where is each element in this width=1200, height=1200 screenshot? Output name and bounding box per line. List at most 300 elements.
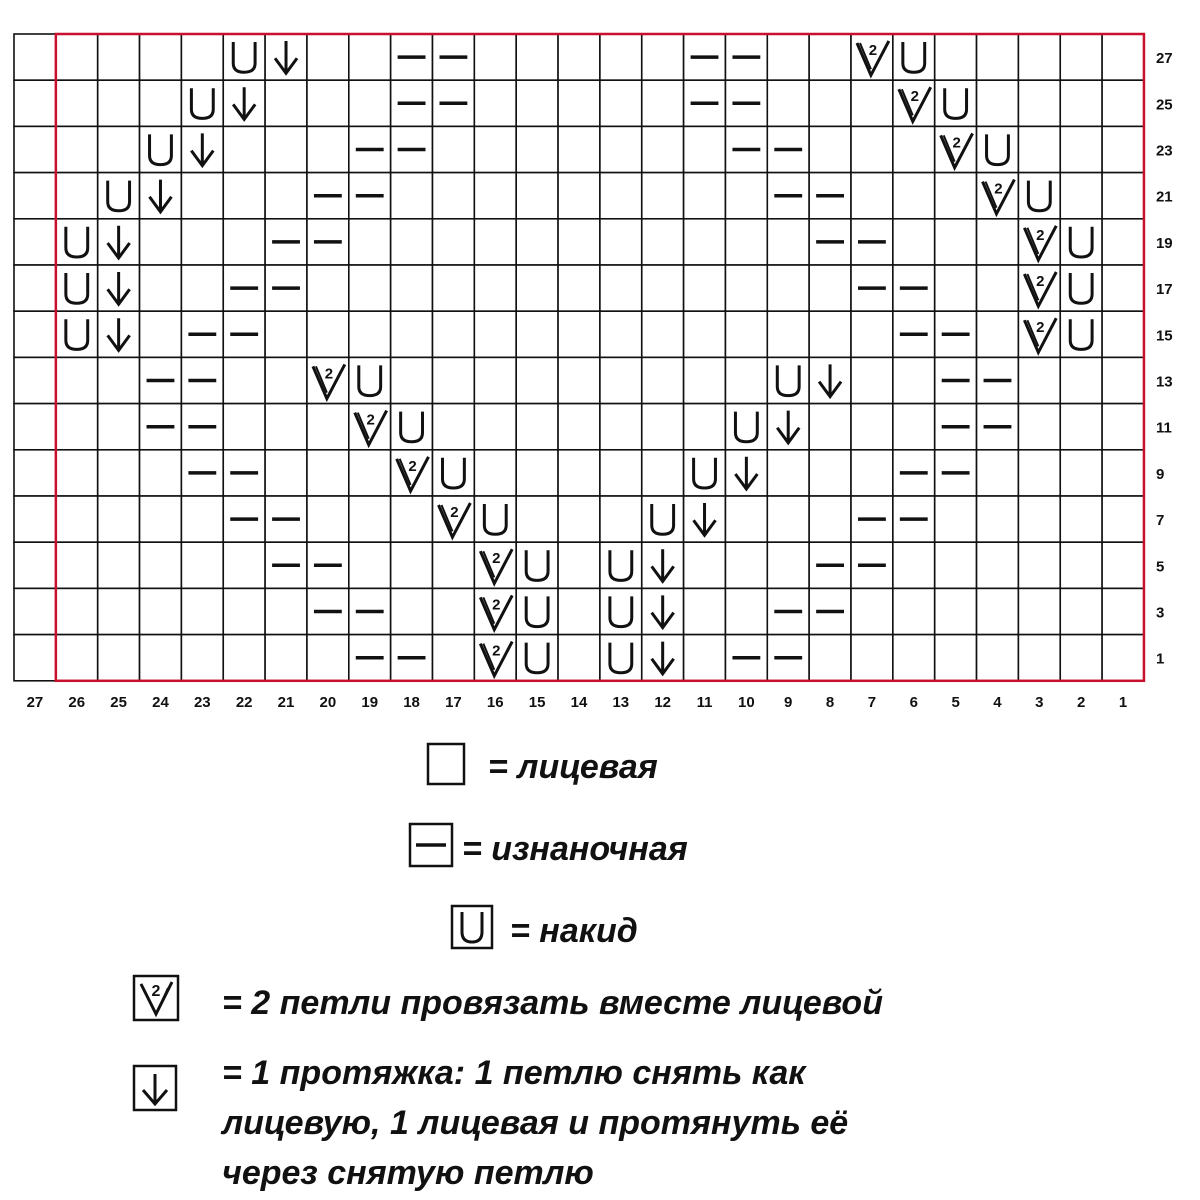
knit-cell	[140, 265, 182, 311]
knit-cell	[684, 357, 726, 403]
knit-cell	[516, 219, 558, 265]
row-label: 25	[1155, 96, 1173, 114]
legend-yarn-over-label: = накид	[510, 912, 638, 950]
row-label: 9	[1155, 465, 1165, 483]
knit-cell	[1018, 496, 1060, 542]
knit-cell	[223, 635, 265, 681]
knit-cell	[1060, 542, 1102, 588]
knit-cell	[767, 219, 809, 265]
column-label: 27	[26, 693, 44, 711]
knit-cell	[1102, 496, 1144, 542]
knit-cell	[893, 588, 935, 634]
knit-cell	[14, 404, 56, 450]
legend-k2tog-label: = 2 петли провязать вместе лицевой	[222, 984, 883, 1022]
knit-cell	[265, 80, 307, 126]
knit-cell	[14, 265, 56, 311]
knit-cell	[725, 588, 767, 634]
knit-cell	[391, 265, 433, 311]
knit-cell	[725, 311, 767, 357]
knit-cell	[600, 404, 642, 450]
knit-cell	[56, 496, 98, 542]
knit-cell	[809, 311, 851, 357]
knit-cell	[307, 635, 349, 681]
knit-cell	[391, 311, 433, 357]
knit-cell	[307, 34, 349, 80]
knit-cell	[684, 635, 726, 681]
knit-cell	[14, 219, 56, 265]
knit-cell	[223, 588, 265, 634]
column-label: 3	[1035, 693, 1044, 711]
k2tog-number: 2	[492, 596, 501, 614]
knit-cell	[893, 542, 935, 588]
row-label: 15	[1155, 327, 1173, 345]
knit-cell	[767, 34, 809, 80]
k2tog-number: 2	[450, 504, 459, 521]
knit-cell	[98, 542, 140, 588]
knit-cell	[1060, 357, 1102, 403]
knit-cell	[977, 450, 1019, 496]
knit-cell	[1060, 496, 1102, 542]
knit-cell	[600, 450, 642, 496]
knit-cell	[558, 173, 600, 219]
knit-cell	[558, 450, 600, 496]
knit-cell	[56, 588, 98, 634]
knit-cell	[809, 496, 851, 542]
knit-cell	[558, 635, 600, 681]
knit-cell	[56, 450, 98, 496]
knit-cell	[14, 357, 56, 403]
knit-cell	[1102, 173, 1144, 219]
knit-cell	[98, 34, 140, 80]
column-label: 7	[867, 693, 877, 711]
knit-cell	[642, 173, 684, 219]
knit-cell	[391, 542, 433, 588]
k2tog-number: 2	[1036, 319, 1045, 337]
column-label: 14	[570, 693, 588, 711]
knit-cell	[140, 635, 182, 681]
knit-cell	[684, 265, 726, 311]
column-label: 15	[528, 693, 546, 711]
knit-cell	[14, 635, 56, 681]
knit-cell	[809, 80, 851, 126]
knit-cell	[767, 542, 809, 588]
column-label: 23	[193, 693, 211, 711]
k2tog-number: 2	[492, 550, 501, 568]
knit-cell	[474, 80, 516, 126]
knit-cell	[1102, 357, 1144, 403]
knit-cell	[14, 542, 56, 588]
knit-cell	[1060, 80, 1102, 126]
knit-cell	[181, 496, 223, 542]
knit-cell	[474, 173, 516, 219]
knit-cell	[935, 173, 977, 219]
knit-cell	[600, 173, 642, 219]
k2tog-number: 2	[324, 365, 334, 383]
knit-cell	[600, 311, 642, 357]
knit-cell	[474, 126, 516, 172]
knit-cell	[349, 219, 391, 265]
knit-cell	[14, 450, 56, 496]
knit-cell	[98, 126, 140, 172]
column-label: 12	[654, 693, 672, 711]
column-label: 18	[403, 693, 420, 711]
knit-cell	[725, 357, 767, 403]
k2tog-number: 2	[1036, 226, 1045, 244]
knit-cell	[349, 542, 391, 588]
knit-cell	[474, 311, 516, 357]
knit-cell	[809, 34, 851, 80]
row-label: 11	[1155, 419, 1172, 437]
knit-cell	[684, 404, 726, 450]
knit-cell	[1060, 404, 1102, 450]
knit-cell	[558, 34, 600, 80]
k2tog-number: 2	[868, 42, 878, 59]
legend-item-yarn-over	[452, 906, 638, 950]
knit-cell	[1060, 450, 1102, 496]
legend-item-k2tog	[134, 976, 883, 1022]
knit-cell	[223, 404, 265, 450]
knit-cell	[433, 542, 475, 588]
knit-cell	[265, 357, 307, 403]
knit-cell	[14, 80, 56, 126]
knit-cell	[684, 588, 726, 634]
knit-cell	[265, 126, 307, 172]
knit-symbol-swatch	[428, 744, 464, 784]
knit-cell	[1102, 219, 1144, 265]
column-label: 4	[993, 693, 1002, 711]
knit-cell	[265, 311, 307, 357]
knit-cell	[642, 450, 684, 496]
knit-cell	[140, 450, 182, 496]
knit-cell	[767, 80, 809, 126]
column-label: 26	[68, 693, 86, 711]
knit-cell	[977, 588, 1019, 634]
knit-cell	[1102, 450, 1144, 496]
knit-cell	[56, 126, 98, 172]
knit-cell	[140, 311, 182, 357]
knit-cell	[851, 635, 893, 681]
knit-cell	[642, 80, 684, 126]
knit-cell	[140, 542, 182, 588]
knit-cell	[307, 80, 349, 126]
knit-cell	[307, 126, 349, 172]
knit-cell	[1018, 404, 1060, 450]
knit-cell	[935, 588, 977, 634]
knit-cell	[977, 635, 1019, 681]
knit-cell	[642, 311, 684, 357]
knit-cell	[433, 173, 475, 219]
knit-cell	[433, 126, 475, 172]
knit-cell	[391, 219, 433, 265]
knit-cell	[14, 173, 56, 219]
column-label: 17	[445, 693, 462, 711]
row-label: 3	[1155, 604, 1165, 622]
knit-cell	[809, 635, 851, 681]
knit-cell	[767, 311, 809, 357]
column-label: 24	[152, 693, 169, 711]
knit-cell	[725, 265, 767, 311]
knit-cell	[642, 265, 684, 311]
knit-cell	[600, 496, 642, 542]
knit-cell	[1018, 450, 1060, 496]
knit-cell	[391, 496, 433, 542]
knit-cell	[935, 265, 977, 311]
legend-purl-label: = изнаночная	[462, 830, 688, 868]
knit-cell	[809, 404, 851, 450]
column-label: 13	[612, 693, 630, 711]
row-label: 1	[1155, 650, 1165, 668]
knit-cell	[1018, 635, 1060, 681]
knit-cell	[181, 542, 223, 588]
knit-cell	[181, 588, 223, 634]
knit-cell	[391, 173, 433, 219]
knit-cell	[307, 311, 349, 357]
knit-cell	[98, 635, 140, 681]
knit-cell	[516, 404, 558, 450]
knit-cell	[98, 357, 140, 403]
k2tog-icon-number: 2	[151, 983, 161, 1000]
knit-cell	[684, 173, 726, 219]
legend	[0, 720, 1200, 1200]
knit-cell	[14, 311, 56, 357]
knit-cell	[56, 542, 98, 588]
knit-cell	[851, 357, 893, 403]
k2tog-number: 2	[492, 642, 501, 660]
knit-cell	[642, 357, 684, 403]
knit-cell	[684, 542, 726, 588]
legend-item-decrease	[134, 1054, 848, 1192]
row-labels	[1156, 50, 1173, 668]
knit-cell	[474, 450, 516, 496]
row-label: 23	[1155, 142, 1173, 160]
knit-cell	[181, 635, 223, 681]
knit-cell	[977, 311, 1019, 357]
k2tog-number: 2	[952, 134, 961, 152]
knit-cell	[1018, 588, 1060, 634]
knit-cell	[474, 357, 516, 403]
knit-cell	[893, 173, 935, 219]
knit-cell	[265, 173, 307, 219]
knit-cell	[349, 265, 391, 311]
knit-cell	[851, 450, 893, 496]
knit-cell	[977, 496, 1019, 542]
knit-cell	[349, 80, 391, 126]
legend-item-purl	[410, 824, 688, 868]
knit-cell	[265, 404, 307, 450]
row-label: 17	[1155, 281, 1173, 299]
knit-cell	[1102, 265, 1144, 311]
row-label: 7	[1155, 512, 1165, 530]
row-label: 27	[1155, 50, 1173, 68]
knit-cell	[223, 219, 265, 265]
knit-cell	[642, 219, 684, 265]
knit-cell	[809, 450, 851, 496]
knit-cell	[684, 311, 726, 357]
knit-cell	[935, 496, 977, 542]
legend-knit-label: = лицевая	[488, 748, 658, 786]
knit-cell	[977, 80, 1019, 126]
knit-cell	[516, 450, 558, 496]
knit-cell	[851, 173, 893, 219]
knit-cell	[725, 219, 767, 265]
knit-cell	[56, 173, 98, 219]
knit-cell	[140, 34, 182, 80]
knit-cell	[977, 34, 1019, 80]
knit-cell	[98, 496, 140, 542]
knit-cell	[725, 542, 767, 588]
knit-cell	[600, 80, 642, 126]
knit-cell	[600, 34, 642, 80]
knit-cell	[1018, 80, 1060, 126]
knit-cell	[56, 635, 98, 681]
knit-cell	[558, 357, 600, 403]
knit-cell	[1102, 542, 1144, 588]
knit-cell	[265, 635, 307, 681]
knit-cell	[181, 173, 223, 219]
knit-cell	[140, 588, 182, 634]
knit-cell	[935, 34, 977, 80]
knit-cell	[307, 450, 349, 496]
knit-cell	[1102, 126, 1144, 172]
knit-cell	[642, 126, 684, 172]
column-label: 1	[1118, 693, 1128, 711]
knit-cell	[223, 357, 265, 403]
knit-cell	[1018, 34, 1060, 80]
knit-cell	[140, 80, 182, 126]
knit-cell	[767, 450, 809, 496]
legend-decrease-line-3: через снятую петлю	[222, 1154, 594, 1192]
knit-cell	[474, 34, 516, 80]
knit-cell	[851, 588, 893, 634]
knit-cell	[349, 450, 391, 496]
k2tog-number: 2	[408, 457, 417, 475]
row-label: 5	[1155, 558, 1165, 576]
knit-cell	[809, 265, 851, 311]
knit-cell	[474, 219, 516, 265]
column-label: 25	[110, 693, 127, 711]
knit-cell	[851, 126, 893, 172]
knit-cell	[558, 265, 600, 311]
knit-cell	[725, 496, 767, 542]
knit-cell	[14, 126, 56, 172]
knit-cell	[56, 404, 98, 450]
knit-cell	[516, 126, 558, 172]
knit-cell	[14, 496, 56, 542]
knit-cell	[516, 173, 558, 219]
knit-cell	[56, 357, 98, 403]
knit-cell	[1102, 80, 1144, 126]
knit-cell	[223, 126, 265, 172]
knit-cell	[558, 126, 600, 172]
knit-cell	[809, 126, 851, 172]
knit-cell	[433, 311, 475, 357]
knit-cell	[558, 496, 600, 542]
row-label: 21	[1155, 188, 1173, 206]
knit-cell	[98, 80, 140, 126]
legend-decrease-line-1: = 1 протяжка: 1 петлю снять как	[222, 1054, 806, 1092]
knit-cell	[265, 588, 307, 634]
knit-cell	[767, 265, 809, 311]
knit-cell	[265, 450, 307, 496]
row-label: 13	[1155, 373, 1173, 391]
knit-cell	[56, 80, 98, 126]
knit-cell	[98, 588, 140, 634]
knit-cell	[600, 219, 642, 265]
knit-cell	[181, 219, 223, 265]
k2tog-number: 2	[366, 411, 375, 429]
knit-cell	[558, 311, 600, 357]
k2tog-number: 2	[1036, 273, 1045, 290]
knit-cell	[558, 404, 600, 450]
column-label: 8	[825, 693, 835, 711]
knit-cell	[223, 542, 265, 588]
knit-cell	[516, 311, 558, 357]
knit-cell	[558, 219, 600, 265]
knit-cell	[307, 404, 349, 450]
knit-cell	[516, 357, 558, 403]
knit-cell	[977, 542, 1019, 588]
knit-cell	[307, 265, 349, 311]
knit-cell	[893, 635, 935, 681]
column-label: 6	[909, 693, 918, 711]
column-label: 21	[277, 693, 295, 711]
knit-cell	[349, 311, 391, 357]
knit-cell	[684, 126, 726, 172]
knit-cell	[935, 542, 977, 588]
knit-cell	[1102, 635, 1144, 681]
knit-cell	[349, 496, 391, 542]
knit-cell	[56, 34, 98, 80]
knit-cell	[1018, 126, 1060, 172]
column-label: 11	[696, 693, 713, 711]
knit-cell	[1060, 588, 1102, 634]
knit-cell	[1060, 635, 1102, 681]
knit-cell	[684, 219, 726, 265]
knit-cell	[1060, 34, 1102, 80]
knit-cell	[1102, 311, 1144, 357]
knit-cell	[977, 219, 1019, 265]
knit-cell	[181, 34, 223, 80]
knit-cell	[1102, 404, 1144, 450]
knit-cell	[1018, 542, 1060, 588]
knit-cell	[935, 219, 977, 265]
column-label: 9	[784, 693, 793, 711]
knit-cell	[391, 357, 433, 403]
knit-cell	[474, 265, 516, 311]
knit-cell	[1018, 357, 1060, 403]
knit-cell	[307, 496, 349, 542]
knit-cell	[893, 404, 935, 450]
knit-cell	[558, 80, 600, 126]
knit-cell	[1060, 126, 1102, 172]
knit-cell	[893, 357, 935, 403]
column-label: 5	[951, 693, 960, 711]
knit-cell	[1102, 588, 1144, 634]
knit-cell	[851, 80, 893, 126]
column-label: 19	[361, 693, 379, 711]
knit-cell	[558, 588, 600, 634]
legend-item-knit	[428, 744, 658, 786]
knit-cell	[600, 126, 642, 172]
knit-cell	[558, 542, 600, 588]
k2tog-number: 2	[994, 180, 1003, 198]
knit-cell	[433, 357, 475, 403]
knit-cell	[642, 404, 684, 450]
knit-cell	[516, 496, 558, 542]
knit-cell	[1060, 173, 1102, 219]
knit-cell	[851, 311, 893, 357]
knit-cell	[181, 265, 223, 311]
